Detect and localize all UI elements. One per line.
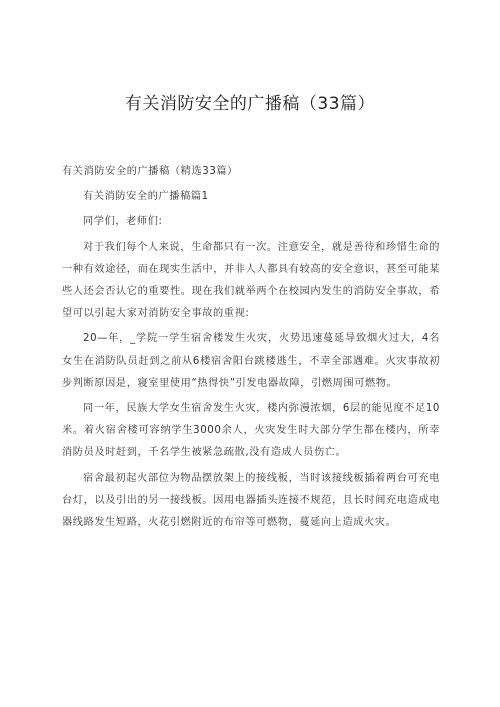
salutation: 同学们，老师们: [83,216,163,228]
paragraph-3: 同一年，民族大学女生宿舍发生火灾，楼内弥漫浓烟，6层的能见度不足10米。着火宿舍楼可容纳学生3000余人，火灾发生时大部分学生都在楼内，所幸消防员及时赶到，千名学生被紧急疏散,没有造成人员伤亡。 [62,403,440,459]
paragraph-2: 20—年，_学院一学生宿舍楼发生火灾，火势迅速蔓延导致烟火过大，4名女生在消防队员赶到之前从6楼宿舍阳台跳楼逃生，不幸全部遇难。火灾事故初步判断原因是，寝室里使用“热得快”引发电器故障，引燃周围可燃物。 [62,333,440,389]
document-body [62,161,440,534]
document-title: 有关消防安全的广播稿（33篇） [124,94,376,114]
section-heading: 有关消防安全的广播稿篇1 [83,191,209,203]
document-subtitle: 有关消防安全的广播稿（精选33篇） [62,166,238,177]
paragraph-4: 宿舍最初起火部位为物品摆放架上的接线板，当时该接线板插着两台可充电台灯，以及引出的另一接线板。因用电器插头连接不规范，且长时间充电造成电器线路发生短路，火花引燃附近的布帘等可燃物，蔓延向上造成火灾。 [62,472,440,529]
paragraph-1: 对于我们每个人来说，生命都只有一次。注意安全，就是善待和珍惜生命的一种有效途径，而在现实生活中，并非人人都具有较高的安全意识，甚至可能某些人还会否认它的重要性。现在我们就举两个在校园内发生的消防安全事故，希望可以引起大家对消防安全事故的重视: [62,241,440,320]
